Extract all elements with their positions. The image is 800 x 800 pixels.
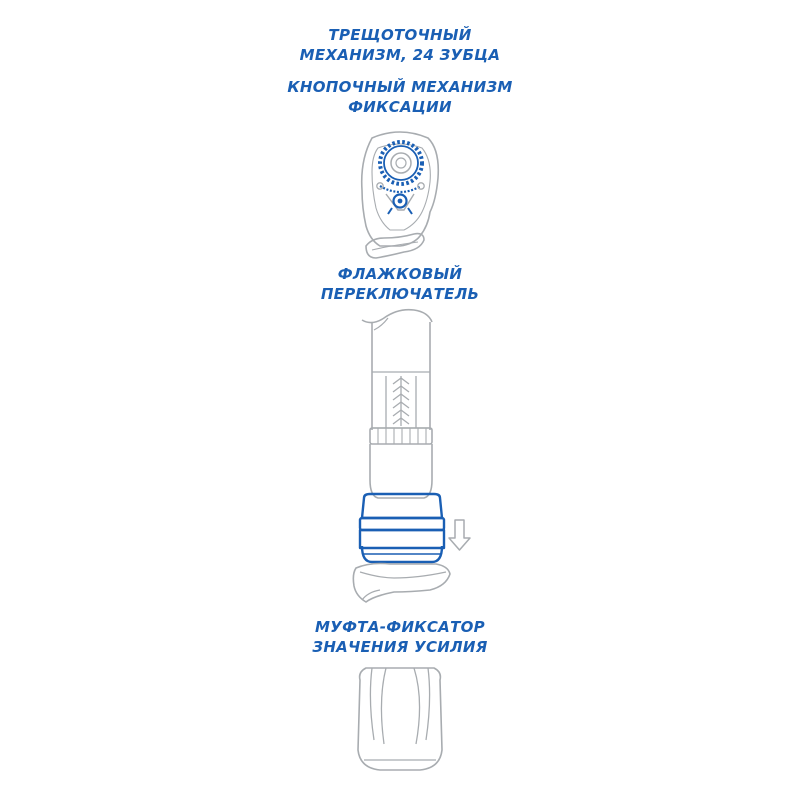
- coupling-lower-body: [360, 530, 444, 548]
- button-lock-label-line2: ФИКСАЦИИ: [348, 98, 452, 116]
- ratchet-gear: [380, 142, 422, 184]
- knurled-collar: [370, 428, 432, 444]
- ratchet-label-line2: МЕХАНИЗМ, 24 ЗУБЦА: [299, 46, 501, 64]
- flag-switch-label-line1: ФЛАЖКОВЫЙ: [337, 265, 463, 283]
- locking-coupling: [360, 494, 444, 562]
- coupling-band: [360, 518, 444, 530]
- flag-switch-label-line2: ПЕРЕКЛЮЧАТЕЛЬ: [320, 285, 480, 303]
- arrow-down-icon: [449, 520, 470, 550]
- torque-coupling-label-line1: МУФТА-ФИКСАТОР: [315, 618, 485, 636]
- ratchet-label-line1: ТРЕЩОТОЧНЫЙ: [328, 26, 472, 44]
- handle-grip: [358, 668, 442, 770]
- torque-coupling-label-line2: ЗНАЧЕНИЯ УСИЛИЯ: [312, 638, 488, 656]
- handle-flange: [353, 564, 450, 603]
- handle-body: [370, 444, 432, 498]
- pawl-mechanism: [377, 183, 424, 214]
- torque-scale: [386, 376, 416, 428]
- wrench-shaft: [362, 310, 432, 498]
- gear-hub-outer: [391, 153, 411, 173]
- shaft-break-top: [362, 310, 432, 323]
- button-lock-label-line1: КНОПОЧНЫЙ МЕХАНИЗМ: [287, 78, 513, 96]
